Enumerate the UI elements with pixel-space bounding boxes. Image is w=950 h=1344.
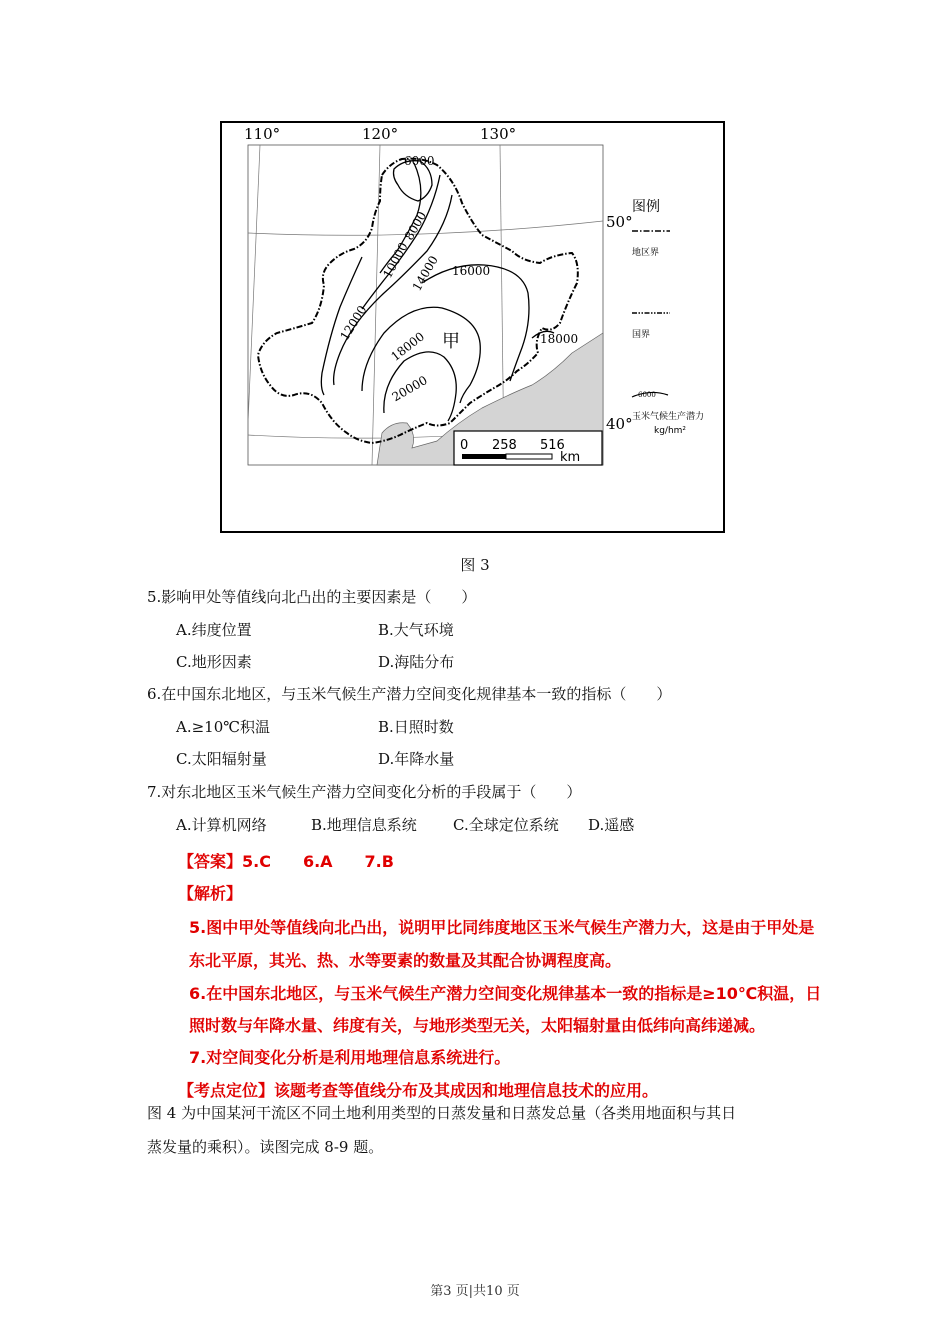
parallel-50 <box>248 221 603 235</box>
page-footer: 第3 页|共10 页 <box>430 1284 520 1299</box>
contour-label-18000: 18000 <box>388 329 428 364</box>
scale-bar-white <box>506 454 552 459</box>
scale-tick-258: 258 <box>492 438 517 453</box>
legend-title: 图例 <box>632 199 660 215</box>
lat-label-40: 40° <box>606 415 633 433</box>
legend-contour-sample: 6000 <box>638 391 656 399</box>
next-intro-line-1: 图 4 为中国某河干流区不同土地利用类型的日蒸发量和日蒸发总量（各类用地面积与其日 <box>147 1104 737 1122</box>
point-label: 【考点定位】该题考查等值线分布及其成因和地理信息技术的应用。 <box>178 1081 659 1100</box>
analysis-5-line-2: 东北平原，其光、热、水等要素的数量及其配合协调程度高。 <box>189 951 622 970</box>
q5-option-b: B.大气环境 <box>378 621 454 639</box>
scale-unit: km <box>560 450 581 465</box>
region-label: 甲 <box>442 331 460 352</box>
contour-label-10000: 10000 <box>380 240 411 281</box>
lat-label-50: 50° <box>606 213 633 231</box>
contour-label-6000: 6000 <box>404 154 435 168</box>
map-figure <box>220 121 725 533</box>
contour-label-12000: 12000 <box>337 303 370 343</box>
q5-option-a: A.纬度位置 <box>176 621 252 639</box>
answer-label: 【答案】5.C 6.A 7.B <box>178 852 394 871</box>
legend-region-label: 地区界 <box>632 248 660 258</box>
legend-contour-label-1: 玉米气候生产潜力 <box>632 412 705 422</box>
scale-tick-0: 0 <box>460 438 469 453</box>
q5-option-d: D.海陆分布 <box>378 653 455 671</box>
lon-label-110: 110° <box>244 125 281 143</box>
legend-contour-label-2: kg/hm² <box>654 426 687 436</box>
scale-tick-516: 516 <box>540 438 565 453</box>
analysis-5-line-1: 5.图中甲处等值线向北凸出，说明甲比同纬度地区玉米气候生产潜力大，这是由于甲处是 <box>189 918 815 937</box>
meridian-110 <box>248 145 260 423</box>
map-svg <box>222 123 723 531</box>
contour-label-16000: 16000 <box>452 264 491 278</box>
q6-option-b: B.日照时数 <box>378 718 454 736</box>
contour-label-18000-east: 18000 <box>540 332 579 346</box>
q7-stem: 7.对东北地区玉米气候生产潜力空间变化分析的手段属于（ ） <box>147 783 582 801</box>
q7-option-d: D.遥感 <box>588 816 635 834</box>
analysis-7: 7.对空间变化分析是利用地理信息系统进行。 <box>189 1048 511 1067</box>
contour-label-8000: 8000 <box>401 209 430 243</box>
q7-option-a: A.计算机网络 <box>176 816 267 834</box>
q6-option-c: C.太阳辐射量 <box>176 750 267 768</box>
contour-label-20000: 20000 <box>389 373 430 405</box>
q5-option-c: C.地形因素 <box>176 653 252 671</box>
contour-16000 <box>422 265 529 381</box>
contour-label-14000: 14000 <box>409 253 441 294</box>
q7-option-b: B.地理信息系统 <box>311 816 417 834</box>
meridian-120 <box>372 145 380 465</box>
q6-stem: 6.在中国东北地区，与玉米气候生产潜力空间变化规律基本一致的指标（ ） <box>147 685 672 703</box>
figure-caption: 图 3 <box>460 556 490 574</box>
analysis-6-line-1: 6.在中国东北地区，与玉米气候生产潜力空间变化规律基本一致的指标是≥10℃积温，日 <box>189 984 822 1003</box>
analysis-6-line-2: 照时数与年降水量、纬度有关，与地形类型无关，太阳辐射量由低纬向高纬递减。 <box>189 1016 766 1035</box>
q5-stem: 5.影响甲处等值线向北凸出的主要因素是（ ） <box>147 588 477 606</box>
scale-bar-black <box>462 454 506 459</box>
q7-option-c: C.全球定位系统 <box>453 816 559 834</box>
lon-label-130: 130° <box>480 125 517 143</box>
q6-option-d: D.年降水量 <box>378 750 455 768</box>
lon-label-120: 120° <box>362 125 399 143</box>
legend-national-label: 国界 <box>632 330 651 340</box>
analysis-label: 【解析】 <box>178 884 243 903</box>
next-intro-line-2: 蒸发量的乘积）。读图完成 8-9 题。 <box>147 1138 384 1156</box>
q6-option-a: A.≥10℃积温 <box>176 718 271 736</box>
